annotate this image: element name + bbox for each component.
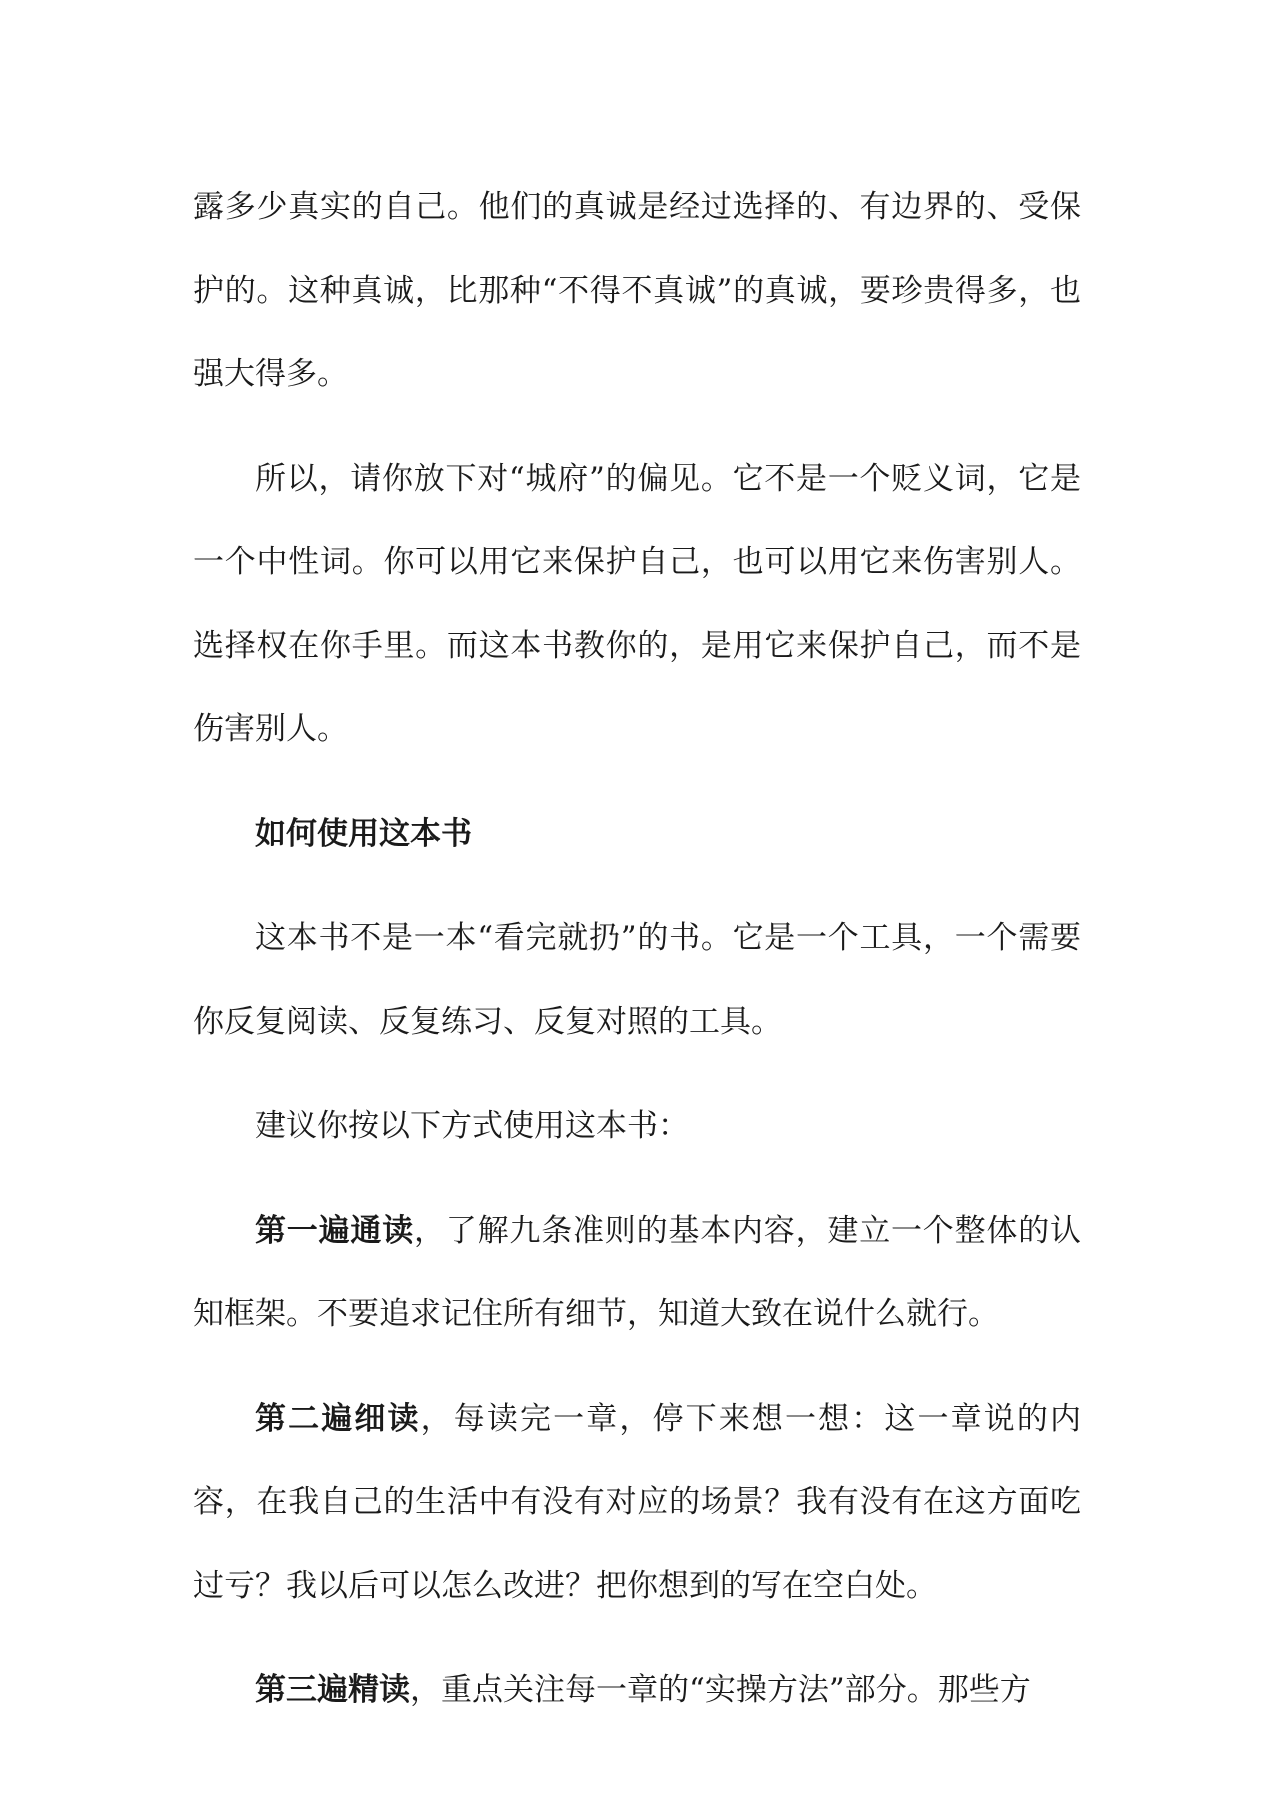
paragraph-text: ，重点关注每一章的“实操方法”部分。那些方 [410, 1672, 1031, 1708]
paragraph-text: 这本书不是一本“看完就扔”的书。它是一个工具，一个需要你反复阅读、反复练习、反复对照的工具。 [193, 920, 1081, 1040]
paragraph-5 [193, 1190, 1081, 1357]
paragraph-lead: 第一遍通读 [255, 1212, 414, 1249]
paragraph-4 [193, 1085, 1081, 1169]
paragraph-text: ，了解九条准则的基本内容，建立一个整体的认知框架。不要追求记住所有细节，知道大致在说什么就行。 [193, 1212, 1081, 1332]
paragraph-text: ，每读完一章，停下来想一想：这一章说的内容，在我自己的生活中有没有对应的场景？我有没有在这方面吃过亏？我以后可以怎么改进？把你想到的写在空白处。 [193, 1400, 1081, 1604]
paragraph-7 [193, 1649, 1081, 1733]
paragraph-2 [193, 438, 1081, 772]
paragraph-lead: 第三遍精读 [255, 1672, 410, 1708]
paragraph-text: 露多少真实的自己。他们的真诚是经过选择的、有边界的、受保护的。这种真诚，比那种“不得不真诚”的真诚，要珍贵得多，也强大得多。 [193, 189, 1081, 392]
paragraph-text: 所以，请你放下对“城府”的偏见。它不是一个贬义词，它是一个中性词。你可以用它来保护自己，也可以用它来伤害别人。选择权在你手里。而这本书教你的，是用它来保护自己，而不是伤害别人。 [193, 460, 1081, 747]
paragraph-6 [193, 1378, 1081, 1629]
paragraph-1 [193, 166, 1081, 417]
document-page [193, 166, 1081, 1754]
paragraph-lead: 第二遍细读 [255, 1400, 421, 1437]
heading-text: 如何使用这本书 [255, 815, 472, 852]
paragraph-3 [193, 897, 1081, 1064]
paragraph-text: 建议你按以下方式使用这本书： [255, 1108, 689, 1144]
section-heading [193, 793, 1081, 877]
